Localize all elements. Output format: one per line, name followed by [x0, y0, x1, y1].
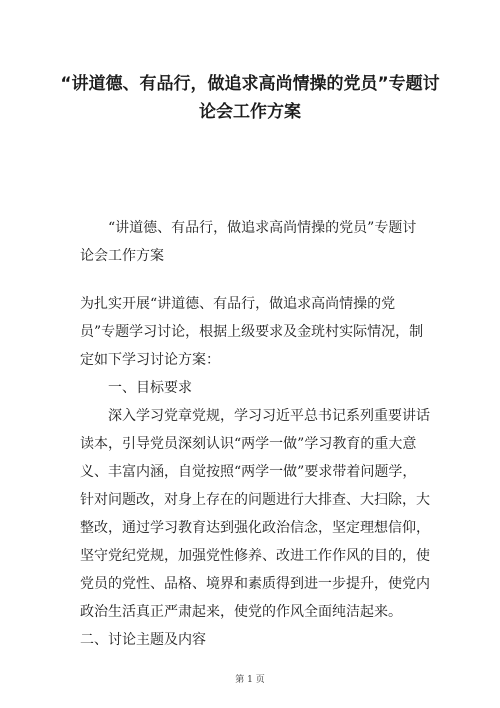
section-heading-goals: 一、目标要求	[108, 380, 192, 396]
document-body	[80, 290, 430, 654]
intro-paragraph: 为扎实开展“讲道德、有品行，做追求高尚情操的党员”专题学习讨论，根据上级要求及金珖村实际情况，制定如下学习讨论方案：	[80, 296, 424, 368]
document-title: “讲道德、有品行，做追求高尚情操的党员”专题讨论会工作方案	[60, 74, 440, 122]
section-heading-topics: 二、讨论主题及内容	[80, 632, 206, 648]
document-subtitle: “讲道德、有品行，做追求高尚情操的党员”专题讨论会工作方案	[80, 220, 417, 264]
goals-paragraph: 深入学习党章党规，学习习近平总书记系列重要讲话读本，引导党员深刻认识“两学一做”学习教育的重大意义、丰富内涵，自觉按照“两学一做”要求带着问题学，针对问题改，对身上存在的问题进行大排查、大扫除，大整改，通过学习教育达到强化政治信念，坚定理想信仰，坚守党纪党规，加强党性修养、改进工作作风的目的，使党员的党性、品格、境界和素质得到进一步提升，使党内政治生活真正严肃起来，使党的作风全面纯洁起来。	[80, 408, 430, 620]
page-number: 第 1 页	[235, 675, 265, 685]
